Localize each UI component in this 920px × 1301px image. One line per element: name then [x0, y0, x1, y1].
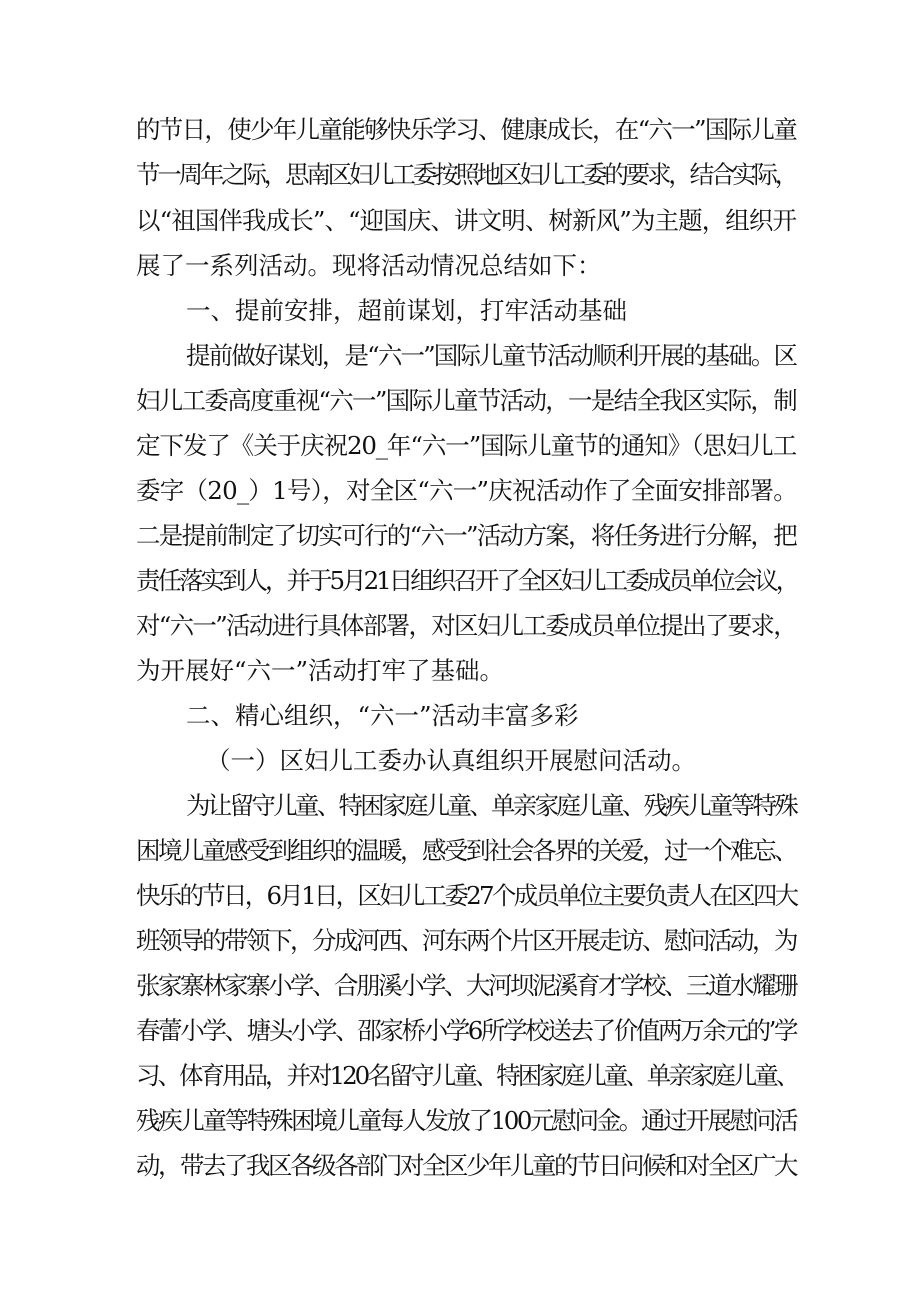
section-heading: 二、精心组织，“六一”活动丰富多彩: [186, 701, 579, 730]
text-line: 责任落实到人，并于5月21日组织召开了全区妇儿工委成员单位会议，: [136, 566, 798, 595]
text-line: 的节日，使少年儿童能够快乐学习、健康成长，在“六一”国际儿童: [136, 115, 796, 144]
text-line: 二是提前制定了切实可行的“六一”活动方案，将任务进行分解，把: [136, 521, 796, 550]
text-line: 张家寨林家寨小学、合朋溪小学、大河坝泥溪育才学校、三道水耀珊: [136, 971, 796, 1000]
text-line: 展了一系列活动。现将活动情况总结如下：: [136, 251, 602, 280]
text-line: 动，带去了我区各级各部门对全区少年儿童的节日问候和对全区广大: [136, 1151, 796, 1180]
text-line: 困境儿童感受到组织的温暖，感受到社会各界的关爱，过一个难忘、: [136, 836, 796, 865]
text-line: 定下发了《关于庆祝20_年“六一”国际儿童节的通知》（思妇儿工: [136, 431, 796, 460]
text-line: 为让留守儿童、特困家庭儿童、单亲家庭儿童、残疾儿童等特殊: [186, 791, 796, 820]
subsection-heading: （一）区妇儿工委办认真组织开展慰问活动。: [206, 746, 696, 775]
text-line: 提前做好谋划，是“六一”国际儿童节活动顺利开展的基础。区: [186, 341, 796, 370]
text-line: 对“六一”活动进行具体部署，对区妇儿工委成员单位提出了要求，: [136, 611, 796, 640]
text-line: 为开展好“六一”活动打牢了基础。: [136, 656, 505, 685]
text-line: 委字（20_）1号），对全区“六一”庆祝活动作了全面安排部署。: [136, 476, 798, 505]
text-line: 节一周年之际，思南区妇儿工委按照地区妇儿工委的要求，结合实际，: [136, 160, 796, 189]
text-line: 快乐的节日，6月1日，区妇儿工委27个成员单位主要负责人在区四大: [136, 881, 797, 910]
text-line: 春蕾小学、塘头小学、邵家桥小学6所学校送去了价值两万余元的’学: [136, 1016, 796, 1045]
text-line: 妇儿工委高度重视“六一”国际儿童节活动，一是结全我区实际，制: [136, 386, 796, 415]
section-heading: 一、提前安排，超前谋划，打牢活动基础: [186, 296, 627, 325]
text-line: 以“祖国伴我成长”、“迎国庆、讲文明、树新风”为主题，组织开: [136, 206, 796, 235]
text-line: 班领导的带领下，分成河西、河东两个片区开展走访、慰问活动，为: [136, 926, 796, 955]
text-line: 残疾儿童等特殊困境儿童每人发放了100元慰问金。通过开展慰问活: [136, 1106, 796, 1135]
text-line: 习、体育用品，并对120名留守儿童、特困家庭儿童、单亲家庭儿童、: [136, 1061, 798, 1090]
